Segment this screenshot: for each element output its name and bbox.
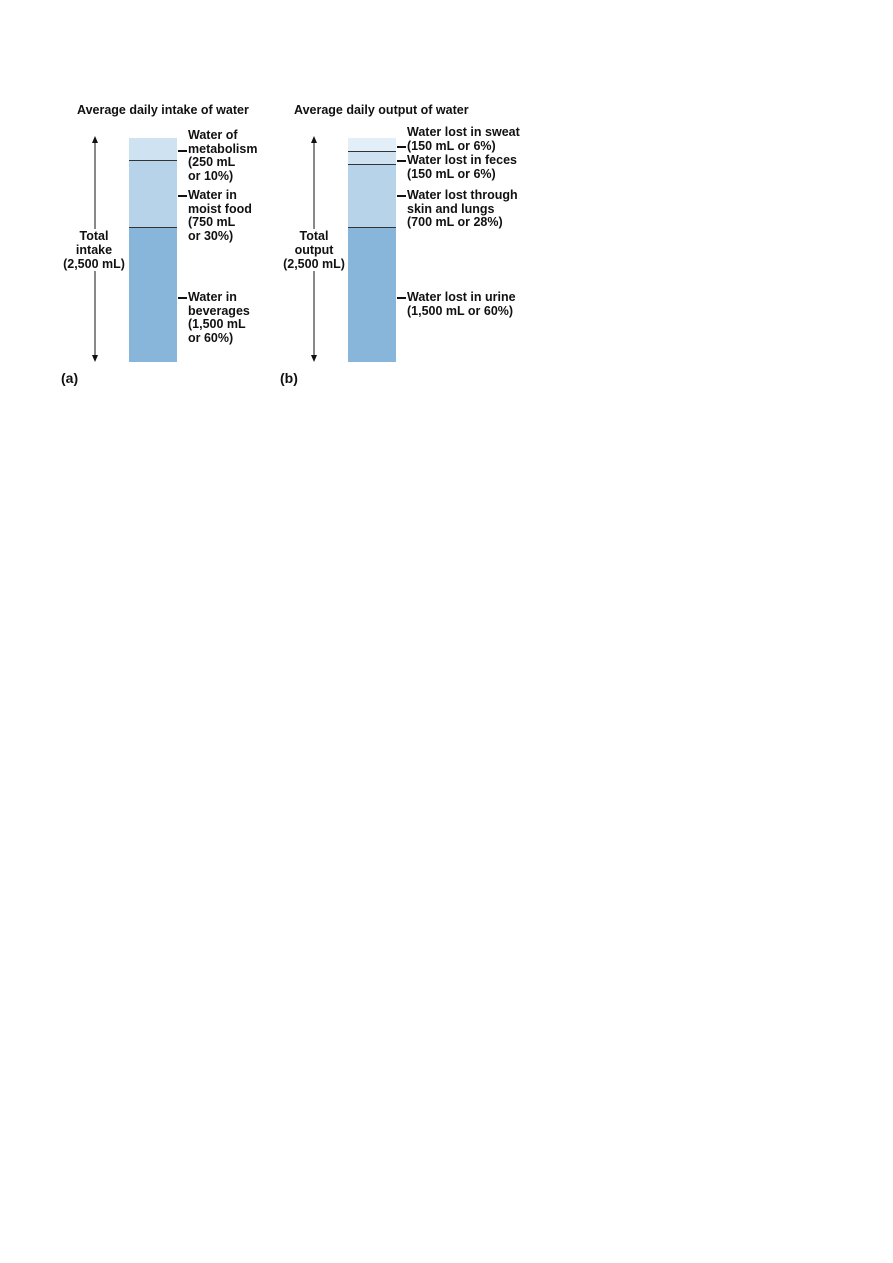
intake-total-label: Total intake (2,500 mL) bbox=[59, 229, 129, 271]
segment-divider bbox=[348, 151, 396, 152]
intake-tick-moist-food bbox=[178, 195, 187, 197]
output-tick-sweat bbox=[397, 146, 406, 148]
intake-segment-metabolism bbox=[129, 138, 177, 160]
output-title: Average daily output of water bbox=[294, 103, 469, 117]
panel-b-label: (b) bbox=[280, 370, 298, 386]
intake-segment-beverages bbox=[129, 228, 177, 362]
output-label-skin-lungs: Water lost through skin and lungs (700 mL or 28%) bbox=[407, 188, 518, 229]
output-segment-urine bbox=[348, 228, 396, 362]
segment-divider bbox=[348, 164, 396, 165]
output-label-urine: Water lost in urine (1,500 mL or 60%) bbox=[407, 290, 516, 318]
output-tick-urine bbox=[397, 297, 406, 299]
intake-title: Average daily intake of water bbox=[77, 103, 249, 117]
output-label-sweat: Water lost in sweat (150 mL or 6%) bbox=[407, 125, 520, 153]
intake-bar bbox=[129, 138, 177, 362]
output-tick-skin-lungs bbox=[397, 195, 406, 197]
output-segment-feces bbox=[348, 151, 396, 164]
intake-tick-beverages bbox=[178, 297, 187, 299]
segment-divider bbox=[129, 160, 177, 161]
intake-label-moist-food: Water in moist food (750 mL or 30%) bbox=[188, 188, 252, 243]
output-bar bbox=[348, 138, 396, 362]
output-label-feces: Water lost in feces (150 mL or 6%) bbox=[407, 153, 517, 181]
intake-label-metabolism: Water of metabolism (250 mL or 10%) bbox=[188, 128, 258, 183]
output-total-label: Total output (2,500 mL) bbox=[279, 229, 349, 271]
intake-segment-moist-food bbox=[129, 160, 177, 227]
intake-label-beverages: Water in beverages (1,500 mL or 60%) bbox=[188, 290, 250, 345]
segment-divider bbox=[129, 227, 177, 228]
output-segment-skin-lungs bbox=[348, 165, 396, 228]
output-tick-feces bbox=[397, 160, 406, 162]
intake-tick-metabolism bbox=[178, 150, 187, 152]
segment-divider bbox=[348, 227, 396, 228]
panel-a-label: (a) bbox=[61, 370, 79, 386]
output-segment-sweat bbox=[348, 138, 396, 151]
